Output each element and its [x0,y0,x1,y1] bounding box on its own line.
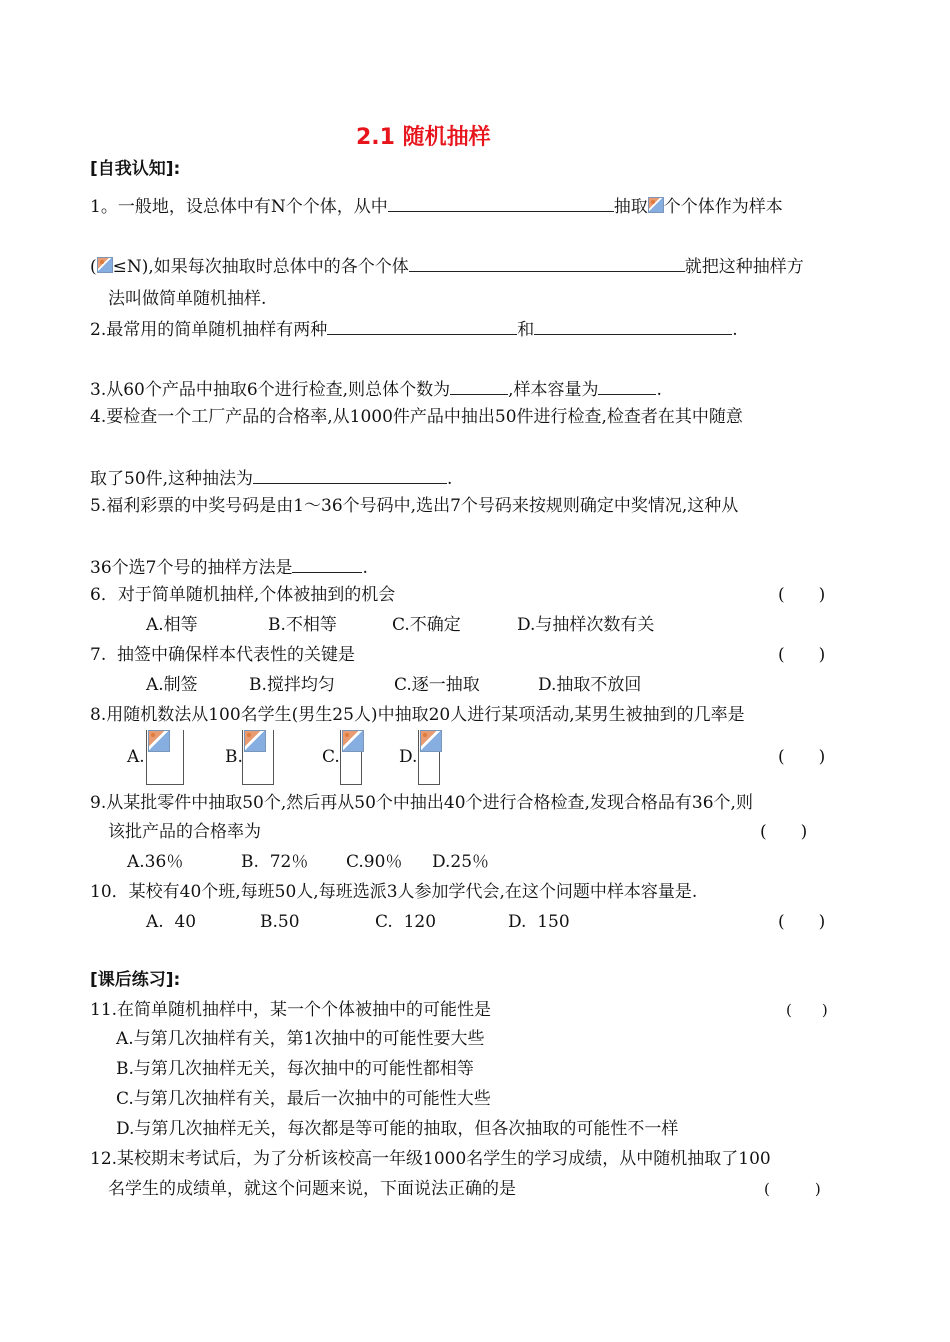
q8-fraction-a-icon [148,730,170,752]
q8-option-a: A. [127,747,145,767]
question-1-line-2 [90,254,804,278]
q12-stem-2: 名学生的成绩单，就这个问题来说，下面说法正确的是 [108,1179,516,1199]
q9-option-a: A.36％ [127,852,184,872]
q7-option-a: A.制签 [146,675,198,695]
q8-stem: 8.用随机数法从100名学生(男生25人)中抽取20人进行某项活动,某男生被抽到的几率是 [90,705,745,725]
q8-option-a-image [146,730,184,785]
q6-option-b: B.不相等 [268,615,337,635]
q1-text-a: 1。一般地，设总体中有N个个体，从中 [90,197,388,217]
q11-option-c: C.与第几次抽样有关，最后一次抽中的可能性大些 [116,1089,491,1109]
q1-blank-2[interactable] [409,254,685,272]
q9-option-b: B. 72％ [241,852,309,872]
q4-text-c: . [447,469,453,489]
q3-blank-1[interactable] [450,377,508,395]
q5-text-a: 5.福利彩票的中奖号码是由1～36个号码中,选出7个号码来按规则确定中奖情况,这种从 [90,496,739,516]
q1-text-d: ( [90,257,97,277]
q1-text-c: 个个体作为样本 [663,197,783,217]
q9-stem: 9.从某批零件中抽取50个,然后再从50个中抽出40个进行合格检查,发现合格品有36个,则 [90,793,753,813]
q8-option-b: B. [225,747,243,767]
q10-option-d: D. 150 [508,912,570,932]
q10-option-c: C. 120 [375,912,437,932]
q8-option-c-image [340,730,362,785]
q1-text-g: 法叫做简单随机抽样. [108,289,267,309]
q9-option-c: C.90％ [346,852,403,872]
q8-answer-paren[interactable]: ( ) [778,747,826,767]
q4-text-a: 4.要检查一个工厂产品的合格率,从1000件产品中抽出50件进行检查,检查者在其中随意 [90,407,743,427]
q6-option-d: D.与抽样次数有关 [517,615,655,635]
q7-option-d: D.抽取不放回 [538,675,642,695]
q11-answer-paren[interactable]: ( ) [786,1001,828,1019]
q7-option-b: B.搅拌均匀 [249,675,335,695]
q1-text-e: ≤N),如果每次抽取时总体中的各个个体 [112,257,409,277]
q8-option-b-image [242,730,274,785]
q11-option-a: A.与第几次抽样有关，第1次抽中的可能性要大些 [116,1029,485,1049]
q2-text-a: 2.最常用的简单随机抽样有两种 [90,320,328,340]
q1-blank-1[interactable] [388,194,614,212]
q4-blank[interactable] [253,466,447,484]
page-title: 2.1 随机抽样 [356,125,491,150]
question-2 [90,317,738,341]
q7-stem: 7. 抽签中确保样本代表性的关键是 [90,645,356,665]
section-after-class: [课后练习]: [90,970,181,990]
q6-stem: 6．对于简单随机抽样,个体被抽到的机会 [90,585,396,605]
q10-option-b: B.50 [260,912,300,932]
q11-option-b: B.与第几次抽样无关，每次抽中的可能性都相等 [116,1059,474,1079]
q11-option-d: D.与第几次抽样无关，每次都是等可能的抽取，但各次抽取的可能性不一样 [116,1119,679,1139]
question-5-line-2 [90,555,368,579]
question-3 [90,377,662,401]
q6-option-a: A.相等 [146,615,198,635]
q1-text-f: 就把这种抽样方 [684,257,804,277]
q7-answer-paren[interactable]: ( ) [778,645,826,665]
q2-text-b: 和 [517,320,535,340]
q6-option-c: C.不确定 [392,615,461,635]
q1-n-image-icon-2 [97,257,113,273]
q4-text-b: 取了50件,这种抽法为 [90,469,254,489]
q3-text-a: 3.从60个产品中抽取6个进行检查,则总体个数为 [90,380,451,400]
question-4-line-2 [90,466,452,490]
q3-text-c: . [656,380,662,400]
q10-answer-paren[interactable]: ( ) [778,912,826,932]
q2-blank-2[interactable] [534,317,732,335]
q3-blank-2[interactable] [598,377,656,395]
q11-stem: 11.在简单随机抽样中，某一个个体被抽中的可能性是 [90,1000,492,1020]
q5-text-b: 36个选7个号的抽样方法是 [90,558,293,578]
q5-text-c: . [362,558,368,578]
question-1-line-1 [90,194,783,218]
q9-stem-2: 该批产品的合格率为 [108,822,261,842]
q7-option-c: C.逐一抽取 [394,675,480,695]
q12-stem: 12.某校期末考试后，为了分析该校高一年级1000名学生的学习成绩，从中随机抽取了100 [90,1149,771,1169]
section-self-check: [自我认知]: [90,159,181,179]
q1-n-image-icon [648,197,664,213]
q9-answer-paren[interactable]: ( ) [760,822,808,842]
q10-option-a: A. 40 [146,912,197,932]
q12-answer-paren[interactable]: ( ) [764,1180,821,1198]
q8-option-d: D. [399,747,418,767]
q8-option-d-image [418,730,440,785]
q8-fraction-b-icon [244,730,266,752]
q5-blank[interactable] [292,555,362,573]
q1-text-b: 抽取 [613,197,648,217]
q2-text-c: . [732,320,738,340]
q9-option-d: D.25％ [432,852,490,872]
q2-blank-1[interactable] [327,317,517,335]
q8-option-c: C. [322,747,340,767]
q10-stem: 10．某校有40个班,每班50人,每班选派3人参加学代会,在这个问题中样本容量是. [90,882,698,902]
q8-fraction-c-icon [342,730,364,752]
q6-answer-paren[interactable]: ( ) [778,585,826,605]
q8-fraction-d-icon [420,730,442,752]
q3-text-b: ,样本容量为 [508,380,599,400]
